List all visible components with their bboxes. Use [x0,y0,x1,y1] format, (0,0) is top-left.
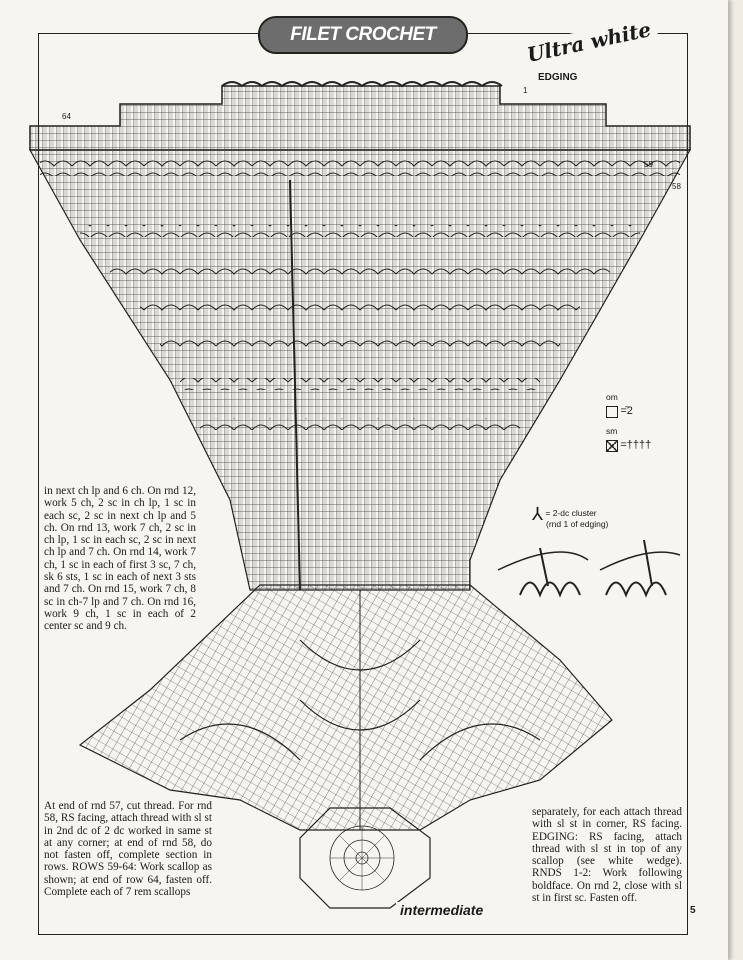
om-label: om [606,392,618,402]
row-label-64: 64 [62,112,71,121]
top-edging [30,82,690,150]
sm-label: sm [606,425,618,436]
cluster-subtext: (rnd 1 of edging) [546,518,609,529]
page-number: 5 [690,905,696,916]
section-title-badge [258,16,468,54]
stitch-illustration [498,540,680,595]
brand-label: Ultra white [519,16,659,68]
row-label-59: 59 [644,160,653,169]
sm-formula: =†††† [620,438,652,451]
symbol-legend [606,392,651,452]
cluster-symbol-icon: ⅄ [532,503,543,524]
instructions-block-2: At end of rnd 57, cut thread. For rnd 58, RS facing, attach thread with sl st in 2nd dc of 2 dc worked in same st at any corner; at end of rnd 58, do not fasten off, complete section in rows. ROWS 59-64: Work scallop as shown; at end of row 64, fasten off. Complete each of 7 rem scallops [44,800,212,899]
row-label-1: 1 [523,86,528,95]
section-title: FILET CROCHET [290,24,436,45]
cluster-note [532,503,632,529]
difficulty-badge: intermediate [396,902,487,918]
open-mesh-icon [606,406,618,418]
row-label-58: 58 [672,182,681,191]
solid-mesh-icon [606,440,618,452]
instructions-block-3: separately, for each attach thread with sl st in corner, RS facing. EDGING: RS facing, attach thread with sl st in top of any scallop (see white wedge). RNDS 1-2: Work following boldface. On rnd 2, close with sl st in first sc. Fasten off. [532,806,682,905]
om-formula: =̄2 [620,405,633,417]
edging-label: EDGING [538,72,578,83]
cluster-text: = 2-dc cluster [545,508,597,518]
instructions-block-1: in next ch lp and 6 ch. On rnd 12, work 5 ch, 2 sc in ch lp, 1 sc in each sc, 2 sc in next ch lp and 5 ch. On rnd 13, work 7 ch, 2 sc in ch lp, 1 sc in each sc, 2 sc in next ch lp and 7 ch. On rnd 14, work 7 ch, 1 sc in each of first 3 sc, 7 ch, sk 6 sts, 1 sc in each of next 3 sts and 7 ch. On rnd 15, work 7 ch, 8 sc in ch-7 lp and 7 ch. On rnd 16, work 9 ch, 1 sc in each of 2 center sc and 9 ch. [44,485,196,633]
